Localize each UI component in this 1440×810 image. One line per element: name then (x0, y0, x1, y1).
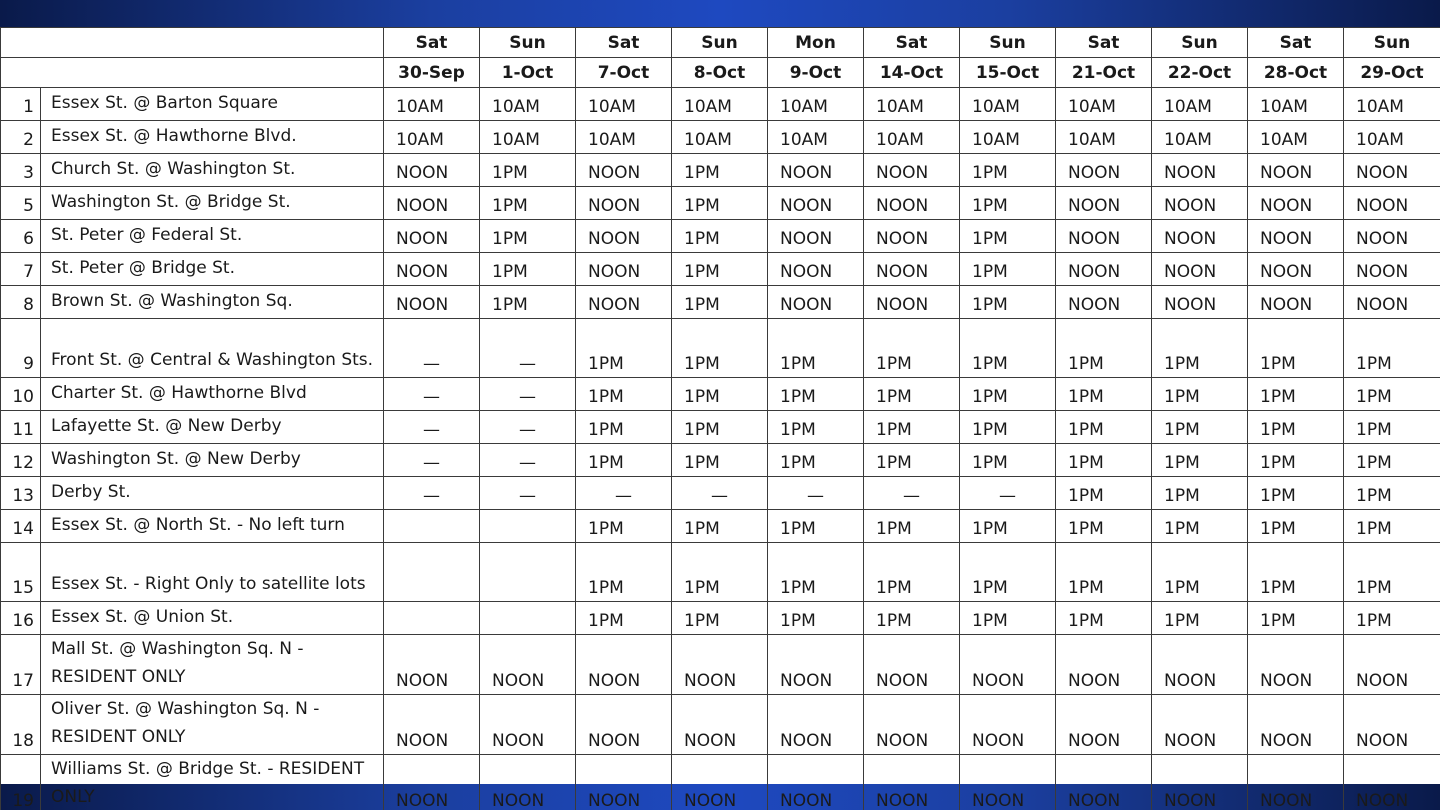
header-day-cell: Sun (960, 28, 1056, 58)
location-cell: Essex St. - Right Only to satellite lots (41, 543, 384, 602)
time-cell: NOON (384, 154, 480, 187)
time-cell: 10AM (1152, 121, 1248, 154)
time-cell: NOON (768, 253, 864, 286)
time-cell: 1PM (1248, 319, 1344, 378)
time-cell: 1PM (672, 411, 768, 444)
time-cell: NOON (864, 154, 960, 187)
location-cell: Essex St. @ Barton Square (41, 88, 384, 121)
time-cell: NOON (1344, 695, 1440, 755)
time-cell: 1PM (672, 602, 768, 635)
table-row (1, 88, 1440, 121)
time-cell: 10AM (672, 121, 768, 154)
table-row (1, 121, 1440, 154)
time-cell: 1PM (672, 253, 768, 286)
row-number-cell: 19 (1, 755, 41, 810)
time-cell: NOON (1344, 755, 1440, 810)
location-cell: Essex St. @ Hawthorne Blvd. (41, 121, 384, 154)
header-day-cell: Sun (1344, 28, 1440, 58)
table-row (1, 411, 1440, 444)
time-cell: 1PM (768, 411, 864, 444)
time-cell: NOON (576, 286, 672, 319)
time-cell (384, 543, 480, 602)
time-cell: 1PM (1152, 477, 1248, 510)
location-cell: Mall St. @ Washington Sq. N - RESIDENT ONLY (41, 635, 384, 695)
time-cell: NOON (384, 635, 480, 695)
time-cell: NOON (1248, 635, 1344, 695)
time-cell: NOON (1248, 220, 1344, 253)
time-cell (384, 602, 480, 635)
location-cell: Williams St. @ Bridge St. - RESIDENT ONLY (41, 755, 384, 810)
time-cell: NOON (576, 695, 672, 755)
time-cell: 1PM (1344, 602, 1440, 635)
location-cell: Essex St. @ North St. - No left turn (41, 510, 384, 543)
time-cell: 1PM (960, 187, 1056, 220)
time-cell: NOON (1152, 187, 1248, 220)
table-row (1, 510, 1440, 543)
time-cell: 1PM (672, 543, 768, 602)
time-cell: — (384, 411, 480, 444)
header-day-cell: Mon (768, 28, 864, 58)
time-cell: 1PM (576, 411, 672, 444)
header-date-cell: 8-Oct (672, 58, 768, 88)
time-cell: 1PM (1152, 319, 1248, 378)
time-cell: NOON (1152, 253, 1248, 286)
header-date-cell: 7-Oct (576, 58, 672, 88)
time-cell: 1PM (1248, 602, 1344, 635)
table-row (1, 378, 1440, 411)
table-row (1, 154, 1440, 187)
table-row (1, 253, 1440, 286)
time-cell: NOON (960, 755, 1056, 810)
table-row (1, 187, 1440, 220)
time-cell: — (864, 477, 960, 510)
time-cell: 1PM (864, 543, 960, 602)
header-date-cell: 9-Oct (768, 58, 864, 88)
schedule-body (1, 88, 1440, 810)
row-number-cell: 8 (1, 286, 41, 319)
location-cell: Derby St. (41, 477, 384, 510)
time-cell (384, 510, 480, 543)
time-cell: NOON (768, 154, 864, 187)
header-date-cell: 15-Oct (960, 58, 1056, 88)
time-cell: 10AM (864, 88, 960, 121)
time-cell: NOON (384, 695, 480, 755)
time-cell: 1PM (768, 543, 864, 602)
time-cell: 1PM (960, 411, 1056, 444)
time-cell: 1PM (864, 378, 960, 411)
time-cell: NOON (1248, 286, 1344, 319)
time-cell: NOON (864, 220, 960, 253)
location-cell: St. Peter @ Bridge St. (41, 253, 384, 286)
time-cell: NOON (1152, 220, 1248, 253)
time-cell: — (672, 477, 768, 510)
time-cell: 1PM (1344, 510, 1440, 543)
time-cell: NOON (1344, 154, 1440, 187)
time-cell: NOON (1248, 187, 1344, 220)
time-cell: — (480, 378, 576, 411)
header-date-cell: 22-Oct (1152, 58, 1248, 88)
time-cell: 10AM (1248, 121, 1344, 154)
table-row (1, 635, 1440, 695)
row-number-cell: 6 (1, 220, 41, 253)
header-date-cell: 21-Oct (1056, 58, 1152, 88)
time-cell: NOON (576, 154, 672, 187)
time-cell: 10AM (480, 121, 576, 154)
time-cell: NOON (1248, 253, 1344, 286)
time-cell: 10AM (1152, 88, 1248, 121)
time-cell: 1PM (864, 510, 960, 543)
row-number-cell: 11 (1, 411, 41, 444)
time-cell: NOON (864, 635, 960, 695)
time-cell: NOON (1056, 286, 1152, 319)
row-number-cell: 16 (1, 602, 41, 635)
time-cell: 1PM (1056, 543, 1152, 602)
time-cell: 10AM (1248, 88, 1344, 121)
time-cell: — (480, 444, 576, 477)
time-cell: 1PM (1344, 444, 1440, 477)
time-cell: NOON (576, 253, 672, 286)
time-cell: 10AM (384, 121, 480, 154)
time-cell: 1PM (1152, 602, 1248, 635)
time-cell: 1PM (1056, 411, 1152, 444)
time-cell: NOON (864, 187, 960, 220)
time-cell: 1PM (1344, 378, 1440, 411)
header-date-cell: 14-Oct (864, 58, 960, 88)
time-cell: — (960, 477, 1056, 510)
time-cell: NOON (1056, 695, 1152, 755)
row-number-cell: 10 (1, 378, 41, 411)
time-cell: — (384, 378, 480, 411)
time-cell: 10AM (1344, 121, 1440, 154)
time-cell: 1PM (1248, 444, 1344, 477)
header-day-cell: Sun (672, 28, 768, 58)
time-cell: 1PM (1056, 510, 1152, 543)
time-cell: 1PM (1152, 378, 1248, 411)
time-cell: NOON (864, 253, 960, 286)
time-cell: NOON (1056, 755, 1152, 810)
time-cell: — (576, 477, 672, 510)
time-cell: NOON (576, 220, 672, 253)
time-cell: NOON (384, 755, 480, 810)
time-cell: 1PM (1152, 510, 1248, 543)
time-cell: NOON (384, 187, 480, 220)
time-cell: 1PM (1344, 411, 1440, 444)
header-date-cell: 1-Oct (480, 58, 576, 88)
time-cell: NOON (1152, 154, 1248, 187)
time-cell: NOON (1056, 635, 1152, 695)
time-cell: NOON (1056, 253, 1152, 286)
table-row (1, 477, 1440, 510)
table-row (1, 319, 1440, 378)
time-cell (480, 510, 576, 543)
row-number-cell: 14 (1, 510, 41, 543)
time-cell: 10AM (480, 88, 576, 121)
time-cell: 1PM (768, 378, 864, 411)
header-day-cell: Sun (1152, 28, 1248, 58)
time-cell: NOON (768, 187, 864, 220)
row-number-cell: 7 (1, 253, 41, 286)
time-cell: — (384, 444, 480, 477)
time-cell: NOON (480, 695, 576, 755)
time-cell: 1PM (1344, 319, 1440, 378)
time-cell: 1PM (960, 286, 1056, 319)
time-cell: 1PM (864, 602, 960, 635)
time-cell: 1PM (480, 220, 576, 253)
time-cell: 1PM (960, 319, 1056, 378)
time-cell: 1PM (672, 187, 768, 220)
time-cell: 1PM (1152, 543, 1248, 602)
row-number-cell: 1 (1, 88, 41, 121)
time-cell: NOON (672, 695, 768, 755)
table-row (1, 220, 1440, 253)
time-cell: NOON (1344, 187, 1440, 220)
time-cell: 10AM (1344, 88, 1440, 121)
time-cell: 1PM (576, 444, 672, 477)
row-number-cell: 9 (1, 319, 41, 378)
location-cell: Charter St. @ Hawthorne Blvd (41, 378, 384, 411)
location-cell: Front St. @ Central & Washington Sts. (41, 319, 384, 378)
time-cell: 1PM (576, 319, 672, 378)
location-cell: Washington St. @ Bridge St. (41, 187, 384, 220)
time-cell: NOON (576, 755, 672, 810)
header-day-cell: Sat (1248, 28, 1344, 58)
time-cell: NOON (864, 286, 960, 319)
time-cell: 1PM (1056, 477, 1152, 510)
time-cell: 1PM (576, 602, 672, 635)
time-cell: NOON (768, 220, 864, 253)
header-day-cell: Sun (480, 28, 576, 58)
time-cell: 1PM (1152, 411, 1248, 444)
time-cell: 1PM (960, 444, 1056, 477)
time-cell: 1PM (672, 220, 768, 253)
time-cell: NOON (480, 755, 576, 810)
time-cell: 10AM (1056, 121, 1152, 154)
time-cell: 1PM (672, 286, 768, 319)
road-closure-schedule-table (0, 27, 1440, 810)
time-cell: — (480, 411, 576, 444)
time-cell: 1PM (672, 444, 768, 477)
time-cell: NOON (768, 755, 864, 810)
time-cell: NOON (384, 253, 480, 286)
time-cell: NOON (384, 286, 480, 319)
time-cell: 10AM (864, 121, 960, 154)
time-cell: 1PM (480, 187, 576, 220)
time-cell: 1PM (960, 220, 1056, 253)
time-cell: — (384, 319, 480, 378)
time-cell: NOON (1152, 286, 1248, 319)
time-cell: 1PM (960, 602, 1056, 635)
time-cell: NOON (1344, 220, 1440, 253)
time-cell: NOON (1056, 187, 1152, 220)
time-cell: 1PM (864, 411, 960, 444)
time-cell: 1PM (1344, 543, 1440, 602)
time-cell: NOON (1248, 154, 1344, 187)
time-cell: NOON (480, 635, 576, 695)
time-cell: NOON (1248, 755, 1344, 810)
table-row (1, 755, 1440, 810)
time-cell: 10AM (672, 88, 768, 121)
time-cell: 1PM (1344, 477, 1440, 510)
time-cell: 1PM (1056, 319, 1152, 378)
time-cell: NOON (768, 286, 864, 319)
time-cell: 1PM (672, 154, 768, 187)
time-cell: NOON (1152, 695, 1248, 755)
time-cell: 10AM (1056, 88, 1152, 121)
time-cell (480, 543, 576, 602)
time-cell: 1PM (480, 253, 576, 286)
time-cell: — (480, 319, 576, 378)
time-cell: 10AM (576, 88, 672, 121)
time-cell: 1PM (672, 510, 768, 543)
time-cell: NOON (1344, 253, 1440, 286)
time-cell: 1PM (768, 510, 864, 543)
time-cell: NOON (1056, 220, 1152, 253)
time-cell: NOON (576, 187, 672, 220)
time-cell: NOON (1152, 635, 1248, 695)
time-cell: 1PM (1248, 510, 1344, 543)
time-cell: 10AM (384, 88, 480, 121)
time-cell: 1PM (672, 378, 768, 411)
row-number-cell: 2 (1, 121, 41, 154)
time-cell: NOON (864, 755, 960, 810)
header-corner-cell (1, 58, 384, 88)
time-cell: 1PM (576, 510, 672, 543)
table-row (1, 543, 1440, 602)
time-cell: 1PM (864, 319, 960, 378)
time-cell: 1PM (960, 154, 1056, 187)
header-day-cell: Sat (1056, 28, 1152, 58)
time-cell: NOON (864, 695, 960, 755)
header-day-cell: Sat (864, 28, 960, 58)
row-number-cell: 3 (1, 154, 41, 187)
time-cell: NOON (1248, 695, 1344, 755)
time-cell: — (768, 477, 864, 510)
location-cell: Oliver St. @ Washington Sq. N - RESIDENT ONLY (41, 695, 384, 755)
time-cell: 1PM (1248, 477, 1344, 510)
time-cell: NOON (768, 695, 864, 755)
time-cell: 1PM (864, 444, 960, 477)
time-cell: 1PM (768, 444, 864, 477)
time-cell: NOON (960, 635, 1056, 695)
header-date-cell: 28-Oct (1248, 58, 1344, 88)
time-cell: NOON (1152, 755, 1248, 810)
time-cell: 1PM (1152, 444, 1248, 477)
time-cell: 1PM (1056, 444, 1152, 477)
time-cell: NOON (1056, 154, 1152, 187)
location-cell: St. Peter @ Federal St. (41, 220, 384, 253)
time-cell: 1PM (1056, 378, 1152, 411)
location-cell: Washington St. @ New Derby (41, 444, 384, 477)
row-number-cell: 12 (1, 444, 41, 477)
time-cell: 1PM (960, 543, 1056, 602)
time-cell: — (480, 477, 576, 510)
table-row (1, 444, 1440, 477)
time-cell: 1PM (576, 378, 672, 411)
time-cell: 1PM (672, 319, 768, 378)
location-cell: Church St. @ Washington St. (41, 154, 384, 187)
time-cell: NOON (768, 635, 864, 695)
time-cell: 1PM (480, 286, 576, 319)
header-date-row (1, 58, 1440, 88)
header-day-row (1, 28, 1440, 58)
table-row (1, 602, 1440, 635)
time-cell: NOON (576, 635, 672, 695)
header-day-cell: Sat (576, 28, 672, 58)
time-cell: 1PM (1248, 411, 1344, 444)
time-cell: 1PM (960, 378, 1056, 411)
time-cell: 10AM (576, 121, 672, 154)
header-date-cell: 30-Sep (384, 58, 480, 88)
location-cell: Lafayette St. @ New Derby (41, 411, 384, 444)
location-cell: Brown St. @ Washington Sq. (41, 286, 384, 319)
header-corner-cell (1, 28, 384, 58)
time-cell: 1PM (576, 543, 672, 602)
location-cell: Essex St. @ Union St. (41, 602, 384, 635)
time-cell: 10AM (768, 88, 864, 121)
time-cell: 1PM (1248, 378, 1344, 411)
row-number-cell: 17 (1, 635, 41, 695)
table-row (1, 286, 1440, 319)
table-row (1, 695, 1440, 755)
time-cell: 1PM (1248, 543, 1344, 602)
time-cell: 10AM (960, 121, 1056, 154)
time-cell: NOON (672, 635, 768, 695)
time-cell: 1PM (960, 510, 1056, 543)
row-number-cell: 15 (1, 543, 41, 602)
header-date-cell: 29-Oct (1344, 58, 1440, 88)
schedule-sheet (0, 27, 1440, 810)
row-number-cell: 13 (1, 477, 41, 510)
time-cell: 1PM (480, 154, 576, 187)
time-cell (480, 602, 576, 635)
time-cell: NOON (960, 695, 1056, 755)
time-cell: NOON (1344, 635, 1440, 695)
time-cell: — (384, 477, 480, 510)
time-cell: 1PM (960, 253, 1056, 286)
row-number-cell: 18 (1, 695, 41, 755)
time-cell: NOON (672, 755, 768, 810)
header-day-cell: Sat (384, 28, 480, 58)
time-cell: 1PM (768, 602, 864, 635)
time-cell: 10AM (960, 88, 1056, 121)
time-cell: 1PM (768, 319, 864, 378)
time-cell: NOON (384, 220, 480, 253)
time-cell: 1PM (1056, 602, 1152, 635)
row-number-cell: 5 (1, 187, 41, 220)
time-cell: 10AM (768, 121, 864, 154)
time-cell: NOON (1344, 286, 1440, 319)
